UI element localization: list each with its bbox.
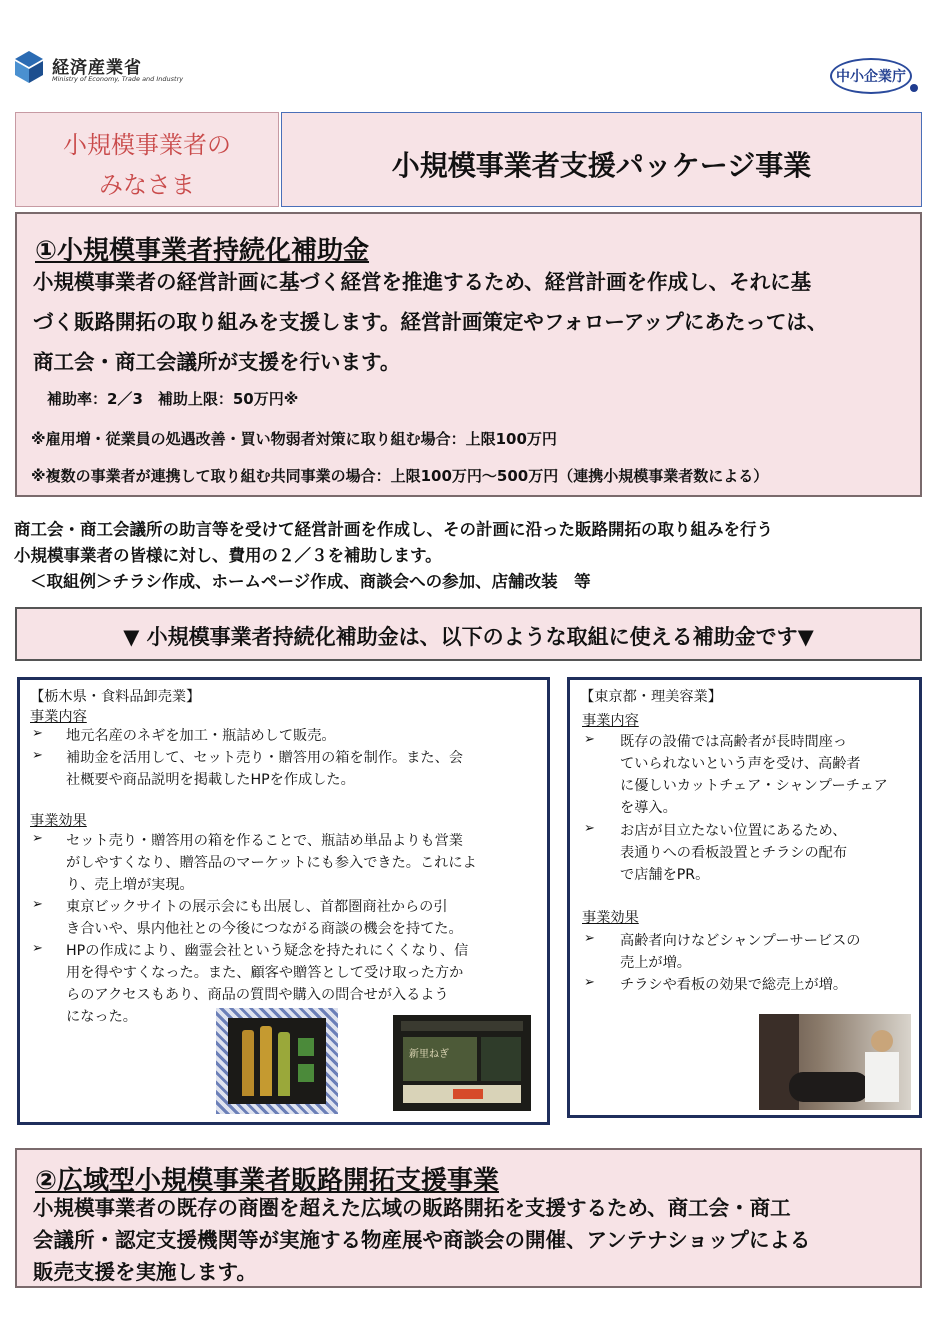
- bullet-arrow-icon: ➢: [584, 821, 595, 836]
- bullet-arrow-icon: ➢: [584, 975, 595, 990]
- meti-emblem-icon: [12, 50, 46, 84]
- description-line-2: 小規模事業者の皆様に対し、費用の２／３を補助します。: [14, 546, 442, 565]
- section-1-body: [33, 262, 913, 382]
- case-1-effect-label: 事業効果: [30, 813, 87, 829]
- case-1-effect-item: き合いや、県内他社との今後につながる商談の機会を持てた。: [66, 921, 463, 937]
- usage-banner-text: ▼ 小規模事業者持続化補助金は、以下のような取組に使える補助金です▼: [123, 625, 814, 649]
- case-2-effect-item: チラシや看板の効果で総売上が増。: [620, 977, 848, 993]
- section-2: [15, 1148, 922, 1288]
- case-1-content-label: 事業内容: [30, 709, 87, 725]
- note-2: ※複数の事業者が連携して取り組む共同事業の場合：上限100万円～500万円（連携小規模事業者数による）: [31, 467, 769, 485]
- case-1-content-item: 地元名産のネギを加工・瓶詰めして販売。: [66, 728, 336, 744]
- page-title: 小規模事業者支援パッケージ事業: [391, 149, 812, 182]
- case-1-content-item: 補助金を活用して、セット売り・贈答用の箱を制作。また、会: [66, 750, 463, 766]
- case-2-content-item: で店舗をPR。: [620, 867, 710, 883]
- salon-photo: [759, 1014, 911, 1110]
- meti-subtitle: Ministry of Economy, Trade and Industry: [52, 75, 184, 83]
- case-study-tochigi: [17, 677, 550, 1125]
- case-2-content-item: ていられないという声を受け、高齢者: [620, 756, 861, 772]
- audience-line-1: 小規模事業者の: [63, 131, 231, 159]
- section-2-body-line: 小規模事業者の既存の商圏を超えた広域の販路開拓を支援するため、商工会・商工: [33, 1196, 791, 1220]
- case-1-content-item: 社概要や商品説明を掲載したHPを作成した。: [66, 772, 355, 788]
- section-2-body-line: 会議所・認定支援機関等が実施する物産展や商談会の開催、アンテナショップによる: [33, 1228, 811, 1252]
- section-2-body: [33, 1192, 913, 1288]
- bullet-arrow-icon: ➢: [32, 831, 43, 846]
- case-2-effect-item: 高齢者向けなどシャンプーサービスの: [620, 933, 861, 949]
- bullet-arrow-icon: ➢: [584, 732, 595, 747]
- case-2-content-item: 表通りへの看板設置とチラシの配布: [620, 845, 848, 861]
- section-1-title: ①小規模事業者持続化補助金: [35, 236, 370, 266]
- case-2-effect-item: 売上が増。: [620, 955, 691, 971]
- case-2-content-item: お店が目立たない位置にあるため、: [620, 823, 847, 839]
- case-1-effect-item: 東京ビックサイトの展示会にも出展し、首都圏商社からの引: [66, 899, 448, 915]
- audience-line-2: みなさま: [99, 171, 195, 199]
- meti-logo: [12, 50, 184, 90]
- case-2-heading: 【東京都・理美容業】: [580, 689, 722, 705]
- note-1: ※雇用増・従業員の処遇改善・買い物弱者対策に取り組む場合：上限100万円: [31, 430, 557, 448]
- subsidy-rate: 補助率：2／3 補助上限：50万円※: [47, 390, 299, 408]
- section-2-title: ②広域型小規模事業者販路開拓支援事業: [35, 1166, 500, 1196]
- case-1-effect-item: らのアクセスもあり、商品の質問や購入の問合せが入るよう: [66, 987, 449, 1003]
- case-2-effect-label: 事業効果: [582, 910, 639, 926]
- case-1-effect-item: 用を得やすくなった。また、顧客や贈答として受け取った方か: [66, 965, 464, 981]
- case-1-effect-item: セット売り・贈答用の箱を作ることで、瓶詰め単品よりも営業: [66, 833, 463, 849]
- website-photo: [393, 1015, 531, 1111]
- case-2-content-item: を導入。: [620, 800, 677, 816]
- bullet-arrow-icon: ➢: [32, 748, 43, 763]
- section-1-body-line: づく販路開拓の取り組みを支援します。経営計画策定やフォローアップにあたっては、: [33, 310, 828, 334]
- case-2-content-item: に優しいカットチェア・シャンプーチェア: [620, 778, 888, 794]
- case-1-effect-item: がしやすくなり、贈答品のマーケットにも参入できた。これによ: [66, 855, 477, 871]
- title-box: [281, 112, 922, 207]
- section-1-body-line: 小規模事業者の経営計画に基づく経営を推進するため、経営計画を作成し、それに基: [33, 270, 812, 294]
- usage-banner: [15, 607, 922, 661]
- case-1-effect-item: になった。: [66, 1009, 137, 1025]
- gift-box-photo: [216, 1008, 338, 1114]
- chusho-logo: [830, 58, 920, 96]
- bullet-arrow-icon: ➢: [32, 897, 43, 912]
- bullet-arrow-icon: ➢: [584, 931, 595, 946]
- case-study-tokyo: [567, 677, 922, 1118]
- case-2-content-item: 既存の設備では高齢者が長時間座っ: [620, 734, 848, 750]
- section-1: [15, 212, 922, 497]
- description-line-1: 商工会・商工会議所の助言等を受けて経営計画を作成し、その計画に沿った販路開拓の取り組みを行う: [14, 520, 773, 539]
- case-2-content-label: 事業内容: [582, 713, 639, 729]
- description-examples: ＜取組例＞チラシ作成、ホームページ作成、商談会への参加、店舗改装 等: [30, 572, 591, 591]
- audience-box: [15, 112, 279, 207]
- chusho-dot-icon: [910, 84, 918, 92]
- section-1-body-line: 商工会・商工会議所が支援を行います。: [33, 350, 401, 374]
- case-1-effect-item: HPの作成により、幽霊会社という疑念を持たれにくくなり、信: [66, 943, 469, 959]
- section-2-body-line: 販売支援を実施します。: [33, 1260, 257, 1284]
- bullet-arrow-icon: ➢: [32, 941, 43, 956]
- chusho-name: 中小企業庁: [836, 69, 906, 85]
- bullet-arrow-icon: ➢: [32, 726, 43, 741]
- website-photo-caption: 新里ねぎ: [409, 1049, 449, 1060]
- case-1-heading: 【栃木県・食料品卸売業】: [30, 689, 201, 705]
- meti-name: 経済産業省: [52, 58, 142, 78]
- case-1-effect-item: り、売上増が実現。: [66, 877, 194, 893]
